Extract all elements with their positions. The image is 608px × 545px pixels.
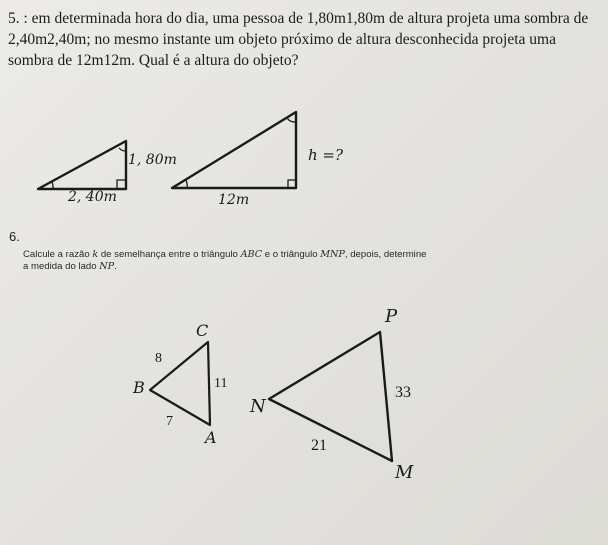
vertex-m-label: M bbox=[395, 462, 414, 483]
q6-text-part: , depois, determine bbox=[344, 249, 427, 260]
q5-small-height-label: 1, 80m bbox=[128, 152, 177, 168]
q6-text-part: a medida do lado bbox=[23, 261, 100, 272]
vertex-c-label: C bbox=[196, 321, 209, 340]
q6-text-part: e o triângulo bbox=[262, 249, 321, 260]
q5-big-triangle bbox=[172, 112, 296, 188]
side-pm-label: 33 bbox=[395, 384, 411, 401]
q6-text-part: de semelhança entre o triângulo bbox=[98, 249, 241, 260]
q5-small-triangle bbox=[38, 141, 126, 189]
vertex-b-label: B bbox=[133, 378, 145, 397]
question-6-number: 6. bbox=[9, 229, 20, 244]
side-nm-label: 21 bbox=[311, 437, 327, 454]
side-ab-label: 7 bbox=[166, 414, 173, 429]
q6-abc-symbol: ABC bbox=[240, 249, 263, 260]
q5-big-top-angle-mark bbox=[287, 118, 296, 122]
question-6-line-2 bbox=[23, 261, 583, 273]
q5-big-base-label: 12m bbox=[218, 192, 250, 208]
q6-np-symbol: NP bbox=[99, 261, 115, 272]
vertex-n-label: N bbox=[250, 396, 266, 417]
question-6-line-1 bbox=[23, 249, 583, 261]
q5-small-base-label: 2, 40m bbox=[68, 189, 117, 205]
side-ca-label: 11 bbox=[214, 376, 228, 391]
q6-text-part: Calcule a razão bbox=[23, 249, 93, 260]
vertex-a-label: A bbox=[205, 428, 217, 447]
question-5-text: : em determinada hora do dia, uma pessoa de 1,80m1,80m de altura projeta uma sombra de 2,40m2,40m; no mesmo instante um objeto próximo de altura desconhecida projeta uma sombra de 12m12m. Qual é a altura do objeto? bbox=[8, 10, 589, 69]
q6-mnp-symbol: MNP bbox=[320, 249, 345, 260]
side-bc-label: 8 bbox=[155, 351, 162, 366]
q6-text-part: . bbox=[114, 261, 117, 272]
q6-k-symbol: k bbox=[92, 249, 99, 260]
triangle-mnp-shape bbox=[269, 332, 392, 461]
q5-big-height-label: h =? bbox=[308, 146, 344, 164]
q5-big-triangle-shape bbox=[172, 112, 296, 188]
q5-small-triangle-shape bbox=[38, 141, 126, 189]
question-6-text bbox=[23, 249, 583, 273]
q5-small-right-angle-mark bbox=[117, 180, 126, 189]
question-5-number: 5. bbox=[8, 10, 20, 27]
vertex-p-label: P bbox=[385, 306, 398, 327]
